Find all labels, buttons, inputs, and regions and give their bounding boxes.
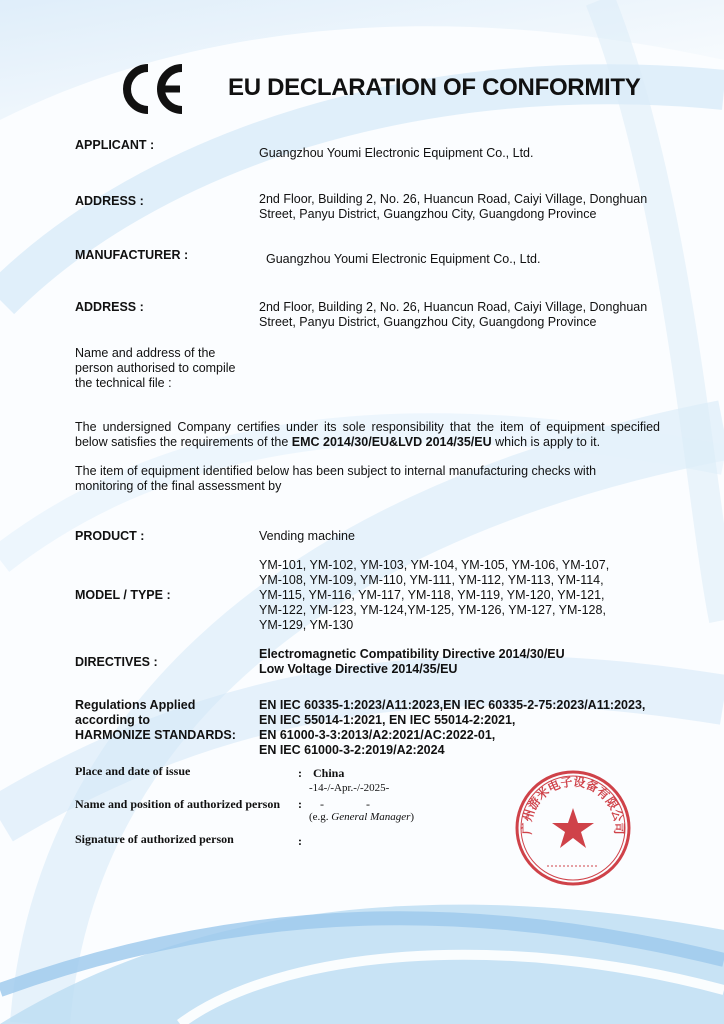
directive-line: Electromagnetic Compatibility Directive 2014/30/EU (259, 647, 565, 661)
manufacturer-label: MANUFACTURER : (75, 248, 189, 262)
certification-statement: The undersigned Company certifies under its sole responsibility that the item of equipment specified below satisfies the requirements of the EMC 2014/30/EU&LVD 2014/35/EU which is apply to it. (75, 420, 660, 449)
authorized-colon: : (298, 797, 302, 811)
tech-file-label (75, 346, 236, 391)
issue-date: -14-/-Apr.-/-2025- (309, 782, 390, 794)
signature-label: Signature of authorized person (75, 832, 234, 846)
manufacturer-address-value (259, 300, 647, 330)
authorized-position: - (366, 797, 370, 811)
model-line: YM-122, YM-123, YM-124,YM-125, YM-126, YM-127, YM-128, (259, 603, 606, 617)
model-line: YM-108, YM-109, YM-110, YM-111, YM-112, YM-113, YM-114, (259, 573, 604, 587)
tech-file-line: person authorised to compile (75, 361, 236, 375)
standard-line: EN IEC 61000-3-2:2019/A2:2024 (259, 743, 445, 757)
issue-colon: : (298, 766, 302, 780)
address-line: 2nd Floor, Building 2, No. 26, Huancun Road, Caiyi Village, Donghuan (259, 192, 648, 206)
address-line: Street, Panyu District, Guangzhou City, Guangdong Province (259, 315, 597, 329)
tech-file-line: Name and address of the (75, 346, 216, 360)
issue-place: China (313, 766, 345, 780)
ce-logo-text: CE (118, 62, 120, 63)
model-list (259, 558, 609, 633)
standards-list (259, 698, 645, 758)
manufacturer-address-label: ADDRESS : (75, 300, 144, 314)
model-line: YM-101, YM-102, YM-103, YM-104, YM-105, YM-106, YM-107, (259, 558, 610, 572)
ce-mark-logo (118, 62, 188, 116)
manufacturer-value: Guangzhou Youmi Electronic Equipment Co., Ltd. (266, 252, 541, 266)
company-seal (513, 768, 633, 888)
directive-line: Low Voltage Directive 2014/35/EU (259, 662, 458, 676)
model-line: YM-129, YM-130 (259, 618, 354, 632)
assessment-statement: The item of equipment identified below has been subject to internal manufacturing checks with monitoring of the final assessment by (75, 464, 597, 493)
standard-line: EN IEC 60335-1:2023/A11:2023,EN IEC 60335-2-75:2023/A11:2023, (259, 698, 646, 712)
address-line: Street, Panyu District, Guangzhou City, Guangdong Province (259, 207, 597, 221)
applicant-address-value (259, 192, 647, 222)
directives-list (259, 647, 565, 677)
product-value: Vending machine (259, 529, 355, 543)
authorized-example: (e.g. General Manager) (309, 811, 415, 823)
applicant-value: Guangzhou Youmi Electronic Equipment Co., Ltd. (259, 146, 534, 160)
seal-text: 广州游米电子设备有限公司 (519, 774, 627, 835)
applicant-label: APPLICANT : (75, 138, 155, 152)
address-line: 2nd Floor, Building 2, No. 26, Huancun Road, Caiyi Village, Donghuan (259, 300, 648, 314)
directive-reference: EMC 2014/30/EU&LVD 2014/35/EU (291, 435, 492, 449)
model-label: MODEL / TYPE : (75, 588, 171, 602)
product-label: PRODUCT : (75, 529, 145, 543)
applicant-address-label: ADDRESS : (75, 194, 144, 208)
authorized-label: Name and position of authorized person (75, 797, 281, 811)
model-line: YM-115, YM-116, YM-117, YM-118, YM-119, YM-120, YM-121, (259, 588, 605, 602)
issue-label: Place and date of issue (75, 764, 191, 778)
authorized-name: - (320, 797, 324, 811)
directives-label: DIRECTIVES : (75, 655, 158, 669)
page-title: EU DECLARATION OF CONFORMITY (228, 74, 641, 101)
standard-line: EN IEC 55014-1:2021, EN IEC 55014-2:2021, (259, 713, 516, 727)
regulations-label: Regulations Applied according to HARMONIZE STANDARDS: (75, 698, 236, 742)
signature-colon: : (298, 834, 302, 848)
tech-file-line: the technical file : (75, 376, 172, 390)
standard-line: EN 61000-3-3:2013/A2:2021/AC:2022-01, (259, 728, 496, 742)
